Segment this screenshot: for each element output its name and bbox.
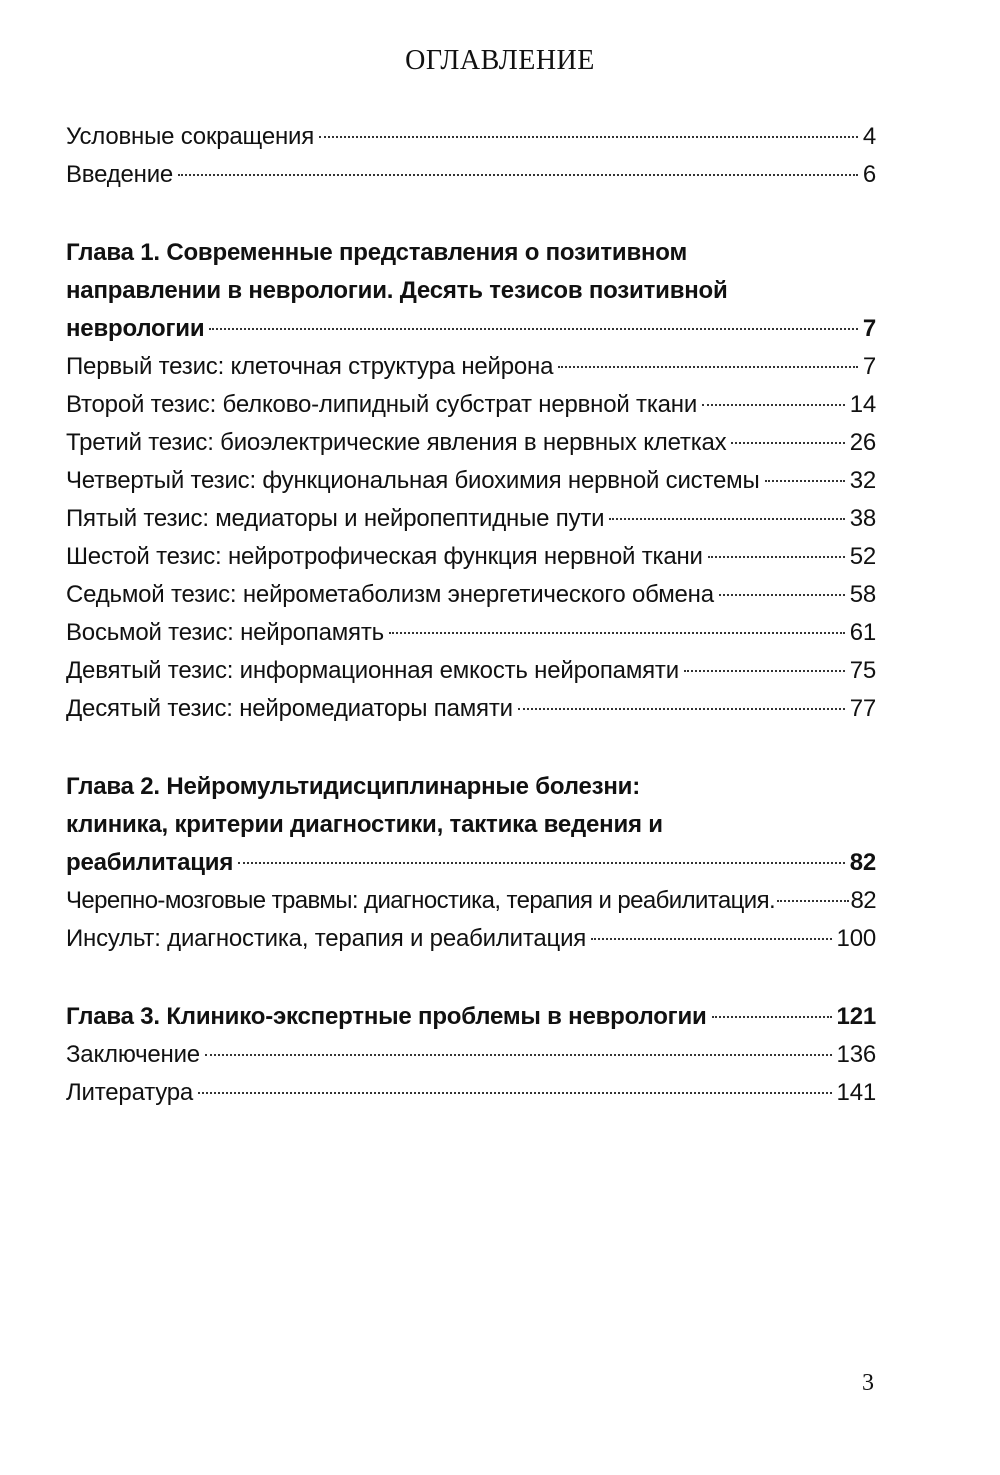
toc-entry bbox=[66, 500, 876, 538]
toc-entry-page: 4 bbox=[862, 123, 876, 150]
toc-entry bbox=[66, 690, 876, 728]
leader-dots bbox=[389, 632, 845, 634]
toc-entry-label: Шестой тезис: нейротрофическая функция нервной ткани bbox=[66, 543, 703, 570]
toc-entry bbox=[66, 538, 876, 576]
page-title: ОГЛАВЛЕНИЕ bbox=[405, 45, 595, 76]
table-of-contents bbox=[66, 118, 876, 1112]
leader-dots bbox=[708, 556, 845, 558]
toc-entry-page: 58 bbox=[849, 581, 876, 608]
toc-entry-label: Второй тезис: белково-липидный субстрат нервной ткани bbox=[66, 391, 698, 418]
leader-dots bbox=[731, 442, 844, 444]
toc-entry-page: 52 bbox=[849, 543, 876, 570]
toc-entry-abbreviations bbox=[66, 118, 876, 156]
toc-entry bbox=[66, 424, 876, 462]
leader-dots bbox=[684, 670, 845, 672]
toc-entry-label: Десятый тезис: нейромедиаторы памяти bbox=[66, 695, 513, 722]
leader-dots bbox=[238, 862, 845, 864]
leader-dots bbox=[205, 1054, 832, 1056]
leader-dots bbox=[777, 900, 848, 902]
leader-dots bbox=[719, 594, 845, 596]
toc-entry-page: 75 bbox=[849, 657, 876, 684]
chapter1-heading-line-2: направлении в неврологии. Десять тезисов позитивной bbox=[66, 277, 728, 304]
leader-dots bbox=[319, 136, 858, 138]
toc-entry-page: 32 bbox=[849, 467, 876, 494]
toc-entry-literature bbox=[66, 1074, 876, 1112]
chapter3-heading: Глава 3. Клинико-экспертные проблемы в неврологии bbox=[66, 1003, 707, 1030]
chapter2-heading-line-2: клиника, критерии диагностики, тактика ведения и bbox=[66, 811, 663, 838]
leader-dots bbox=[209, 328, 857, 330]
toc-entry-page: 14 bbox=[849, 391, 876, 418]
toc-entry-label: Черепно-мозговые травмы: диагностика, терапия и реабилитация. bbox=[66, 887, 776, 914]
toc-entry-introduction bbox=[66, 156, 876, 194]
toc-entry-page: 7 bbox=[862, 315, 876, 342]
toc-entry bbox=[66, 462, 876, 500]
toc-entry-page: 38 bbox=[849, 505, 876, 532]
chapter2-heading-line-1: Глава 2. Нейромультидисциплинарные болезни: bbox=[66, 773, 641, 800]
toc-entry-conclusion bbox=[66, 1036, 876, 1074]
leader-dots bbox=[765, 480, 845, 482]
toc-entry-label: Третий тезис: биоэлектрические явления в нервных клетках bbox=[66, 429, 727, 456]
toc-entry-label: Первый тезис: клеточная структура нейрона bbox=[66, 353, 554, 380]
chapter1-heading-last: неврологии bbox=[66, 315, 205, 342]
toc-entry-page: 141 bbox=[836, 1079, 876, 1106]
leader-dots bbox=[591, 938, 831, 940]
toc-entry-page: 26 bbox=[849, 429, 876, 456]
toc-entry bbox=[66, 386, 876, 424]
toc-entry-label: Инсульт: диагностика, терапия и реабилитация bbox=[66, 925, 587, 952]
toc-entry-page: 77 bbox=[849, 695, 876, 722]
toc-entry-label: Литература bbox=[66, 1079, 194, 1106]
toc-entry-page: 136 bbox=[836, 1041, 876, 1068]
toc-entry-chapter3 bbox=[66, 998, 876, 1036]
toc-entry-label: Восьмой тезис: нейропамять bbox=[66, 619, 384, 646]
leader-dots bbox=[609, 518, 844, 520]
toc-entry bbox=[66, 882, 876, 920]
leader-dots bbox=[198, 1092, 831, 1094]
toc-entry-page: 82 bbox=[850, 887, 876, 914]
toc-entry-label: Седьмой тезис: нейрометаболизм энергетического обмена bbox=[66, 581, 714, 608]
toc-entry-page: 121 bbox=[836, 1003, 876, 1030]
leader-dots bbox=[712, 1016, 832, 1018]
toc-entry-label: Заключение bbox=[66, 1041, 200, 1068]
leader-dots bbox=[178, 174, 858, 176]
chapter2-heading-last: реабилитация bbox=[66, 849, 234, 876]
toc-entry-page: 61 bbox=[849, 619, 876, 646]
toc-entry-chapter1 bbox=[66, 310, 876, 348]
leader-dots bbox=[558, 366, 858, 368]
leader-dots bbox=[702, 404, 845, 406]
toc-entry-page: 7 bbox=[862, 353, 876, 380]
chapter1-heading-line-1: Глава 1. Современные представления о позитивном bbox=[66, 239, 687, 266]
toc-entry-page: 82 bbox=[849, 849, 876, 876]
toc-entry-label: Четвертый тезис: функциональная биохимия нервной системы bbox=[66, 467, 760, 494]
toc-entry bbox=[66, 576, 876, 614]
page-number: 3 bbox=[862, 1370, 874, 1396]
toc-entry bbox=[66, 920, 876, 958]
toc-entry-label: Девятый тезис: информационная емкость нейропамяти bbox=[66, 657, 679, 684]
toc-entry-label: Пятый тезис: медиаторы и нейропептидные пути bbox=[66, 505, 605, 532]
toc-entry-label: Условные сокращения bbox=[66, 123, 315, 150]
toc-entry-page: 6 bbox=[862, 161, 876, 188]
toc-entry bbox=[66, 614, 876, 652]
toc-entry bbox=[66, 348, 876, 386]
toc-entry-page: 100 bbox=[836, 925, 876, 952]
toc-entry-label: Введение bbox=[66, 161, 174, 188]
leader-dots bbox=[518, 708, 845, 710]
toc-entry bbox=[66, 652, 876, 690]
toc-entry-chapter2 bbox=[66, 844, 876, 882]
